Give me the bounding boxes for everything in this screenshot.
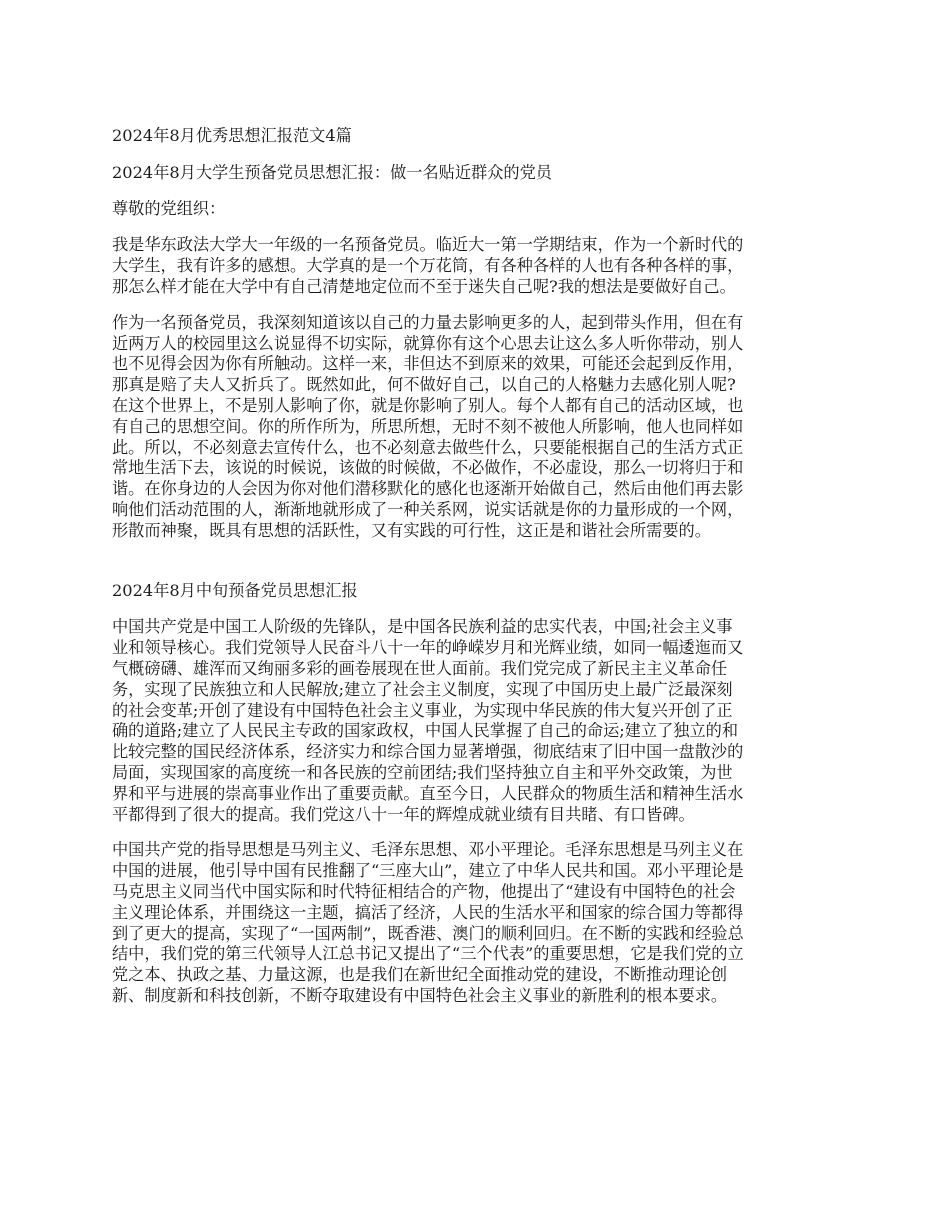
paragraph-line: 到了更大的提高，实现了“一国两制”，既香港、澳门的顺利回归。在不断的实践和经验总 xyxy=(112,923,744,943)
paragraph-line: 气概磅礴、雄浑而又绚丽多彩的画卷展现在世人面前。我们党完成了新民主主义革命任 xyxy=(112,658,728,678)
paragraph-line: 马克思主义同当代中国实际和时代特征相结合的产物，他提出了“建设有中国特色的社会 xyxy=(112,881,736,901)
paragraph-line: 我是华东政法大学大一年级的一名预备党员。临近大一第一学期结束，作为一个新时代的 xyxy=(112,235,744,255)
paragraph-1 xyxy=(112,235,842,297)
paragraph-line: 在这个世界上，不是别人影响了你，就是你影响了别人。每个人都有自己的活动区域，也 xyxy=(112,395,744,415)
paragraph-line: 也不见得会因为你有所触动。这样一来，非但达不到原来的效果，可能还会起到反作用， xyxy=(112,354,744,374)
paragraph-line: 形散而神聚，既具有思想的活跃性，又有实践的可行性，这正是和谐社会所需要的。 xyxy=(112,520,711,540)
paragraph-line: 界和平与进展的崇高事业作出了重要贡献。直至今日，人民群众的物质生活和精神生活水 xyxy=(112,783,744,803)
paragraph-line: 党之本、执政之基、力量这源，也是我们在新世纪全面推动党的建设，不断推动理论创 xyxy=(112,965,728,985)
paragraph-line: 主义理论体系，并围绕这一主题，搞活了经济，人民的生活水平和国家的综合国力等都得 xyxy=(112,902,744,922)
paragraph-line: 响他们活动范围的人，渐渐地就形成了一种关系网，说实话就是你的力量形成的一个网， xyxy=(112,499,744,519)
paragraph-line: 的社会变革;开创了建设有中国特色社会主义事业，为实现中华民族的伟大复兴开创了正 xyxy=(112,700,733,720)
paragraph-line: 局面，实现国家的高度统一和各民族的空前团结;我们坚持独立自主和平外交政策，为世 xyxy=(112,762,733,782)
paragraph-line: 业和领导核心。我们党领导人民奋斗八十一年的峥嵘岁月和光辉业绩，如同一幅逶迤而又 xyxy=(112,638,744,658)
paragraph-line: 那真是赔了夫人又折兵了。既然如此，何不做好自己，以自己的人格魅力去感化别人呢? xyxy=(112,375,736,395)
paragraph-4 xyxy=(112,840,842,1006)
document-subtitle: 2024年8月大学生预备党员思想汇报：做一名贴近群众的党员 xyxy=(112,162,552,182)
paragraph-line: 那怎么样才能在大学中有自己清楚地定位而不至于迷失自己呢?我的想法是要做好自己。 xyxy=(112,276,736,296)
document-title: 2024年8月优秀思想汇报范文4篇 xyxy=(112,126,352,145)
paragraph-line: 常地生活下去，该说的时候说，该做的时候做，不必做作，不必虚设，那么一切将归于和 xyxy=(112,458,744,478)
paragraph-line: 新、制度新和科技创新，不断夺取建设有中国特色社会主义事业的新胜利的根本要求。 xyxy=(112,985,728,1005)
document-page xyxy=(112,126,842,1007)
paragraph-line: 确的道路;建立了人民民主专政的国家政权，中国人民掌握了自己的命运;建立了独立的和 xyxy=(112,721,739,741)
paragraph-line: 有自己的思想空间。你的所作所为，所思所想，无时不刻不被他人所影响，他人也同样如 xyxy=(112,416,744,436)
paragraph-line: 结中，我们党的第三代领导人江总书记又提出了“三个代表”的重要思想，它是我们党的立 xyxy=(112,944,744,964)
paragraph-line: 作为一名预备党员，我深刻知道该以自己的力量去影响更多的人，起到带头作用，但在有 xyxy=(112,312,744,332)
paragraph-line: 谐。在你身边的人会因为你对他们潜移默化的感化也逐渐开始做自己，然后由他们再去影 xyxy=(112,479,744,499)
paragraph-line: 比较完整的国民经济体系，经济实力和综合国力显著增强，彻底结束了旧中国一盘散沙的 xyxy=(112,742,744,762)
paragraph-3 xyxy=(112,617,842,825)
section-2-title: 2024年8月中旬预备党员思想汇报 xyxy=(112,580,358,600)
paragraph-line: 中国的进展，他引导中国有民推翻了“三座大山”，建立了中华人民共和国。邓小平理论是 xyxy=(112,861,744,881)
paragraph-line: 近两万人的校园里这么说显得不切实际，就算你有这个心思去让这么多人听你带动，别人 xyxy=(112,333,744,353)
paragraph-line: 务，实现了民族独立和人民解放;建立了社会主义制度，实现了中国历史上最广泛最深刻 xyxy=(112,679,733,699)
paragraph-line: 平都得到了很大的提高。我们党这八十一年的辉煌成就业绩有目共睹、有口皆碑。 xyxy=(112,804,695,824)
salutation: 尊敬的党组织： xyxy=(112,198,226,218)
paragraph-line: 大学生，我有许多的感想。大学真的是一个万花筒，有各种各样的人也有各种各样的事， xyxy=(112,256,744,276)
paragraph-line: 此。所以，不必刻意去宣传什么，也不必刻意去做些什么，只要能根据自己的生活方式正 xyxy=(112,437,744,457)
paragraph-2 xyxy=(112,313,842,542)
paragraph-line: 中国共产党的指导思想是马列主义、毛泽东思想、邓小平理论。毛泽东思想是马列主义在 xyxy=(112,840,744,860)
paragraph-line: 中国共产党是中国工人阶级的先锋队，是中国各民族利益的忠实代表，中国;社会主义事 xyxy=(112,617,733,637)
